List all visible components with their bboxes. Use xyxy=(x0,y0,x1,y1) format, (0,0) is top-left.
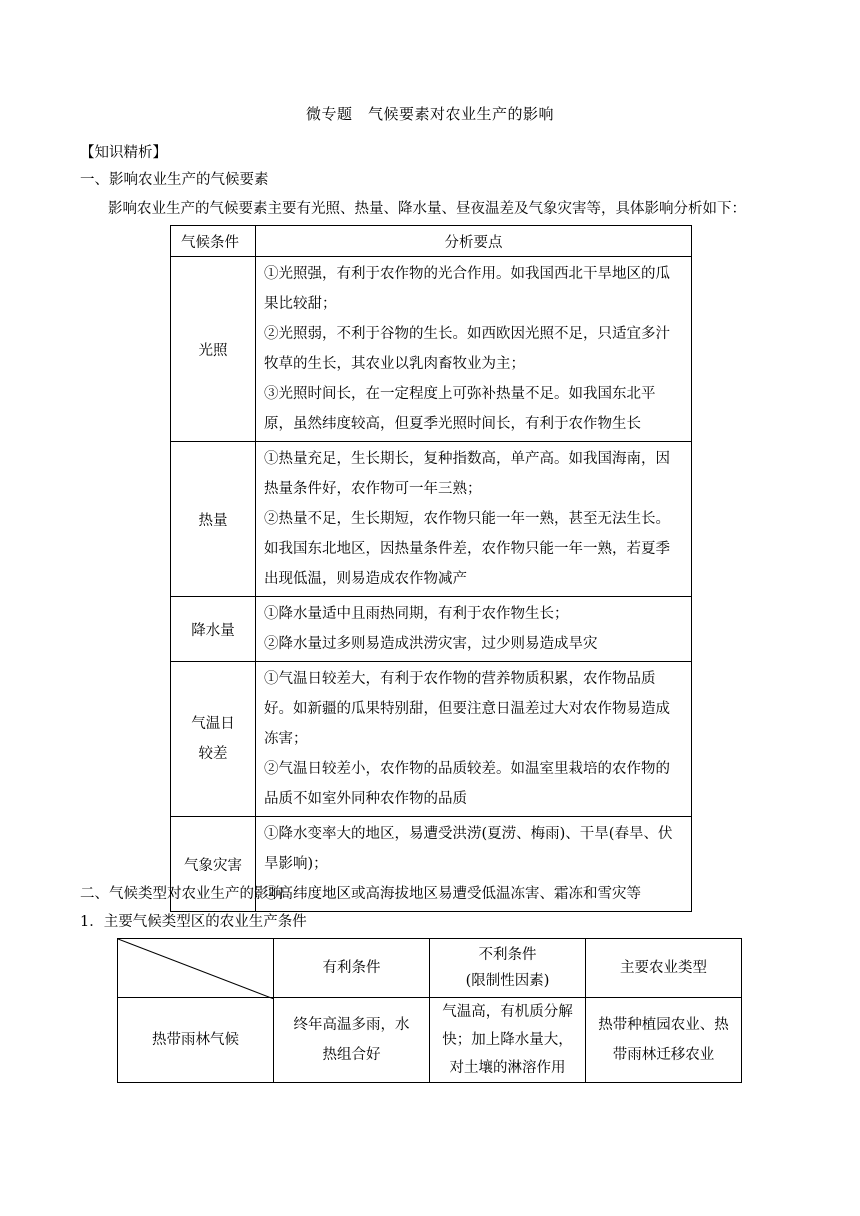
page-title: 微专题 气候要素对农业生产的影响 xyxy=(305,105,554,123)
header-agri-type: 主要农业类型 xyxy=(586,939,742,998)
point-text: ①气温日较差大，有利于农作物的营养物质积累，农作物品质好。如新疆的瓜果特别甜，但要注意日温差过大对农作物易造成冻害； xyxy=(264,671,670,747)
points-cell xyxy=(256,597,692,662)
table-row xyxy=(171,442,692,597)
point-text: ②降水量过多则易造成洪涝灾害，过少则易造成旱灾 xyxy=(264,636,598,652)
point-text: ②光照弱，不利于谷物的生长。如西欧因光照不足，只适宜多汁牧草的生长，其农业以乳肉畜牧业为主； xyxy=(264,326,670,372)
table-row xyxy=(171,662,692,817)
condition-cell: 气温日较差 xyxy=(171,662,256,817)
header-unfavorable-line1: 不利条件 xyxy=(478,947,537,963)
point-text: ②高纬度地区或高海拔地区易遭受低温冻害、霜冻和雪灾等 xyxy=(264,886,641,902)
point-text: ①降水变率大的地区，易遭受洪涝(夏涝、梅雨)、干旱(春旱、伏旱影响)； xyxy=(264,826,673,872)
point-text: ①热量充足，生长期长，复种指数高，单产高。如我国海南，因热量条件好，农作物可一年三熟； xyxy=(264,451,670,497)
point-text: ①降水量适中且雨热同期，有利于农作物生长； xyxy=(264,606,569,622)
table-row xyxy=(171,597,692,662)
section-label: 【知识精析】 xyxy=(80,145,167,161)
condition-cell: 气象灾害 xyxy=(171,817,256,912)
climate-cell: 热带雨林气候 xyxy=(118,998,274,1083)
point-text: ②热量不足，生长期短，农作物只能一年一熟，甚至无法生长。如我国东北地区，因热量条件差，农作物只能一年一熟，若夏季出现低温，则易造成农作物减产 xyxy=(264,511,670,587)
condition-cell: 光照 xyxy=(171,257,256,442)
climate-type-table xyxy=(117,938,742,1083)
heading-climate-types: 二、气候类型对农业生产的影响 xyxy=(80,886,283,902)
condition-cell: 降水量 xyxy=(171,597,256,662)
condition-cell: 热量 xyxy=(171,442,256,597)
climate-factor-table xyxy=(170,225,692,912)
points-cell xyxy=(256,817,692,912)
diagonal-header-cell xyxy=(118,939,274,998)
heading-production-conditions: 1．主要气候类型区的农业生产条件 xyxy=(80,914,307,930)
header-unfavorable-line2: (限制性因素) xyxy=(465,973,550,989)
header-condition: 气候条件 xyxy=(171,226,256,257)
point-text: ③光照时间长，在一定程度上可弥补热量不足。如我国东北平原，虽然纬度较高，但夏季光照时间长，有利于农作物生长 xyxy=(264,386,656,432)
header-favorable: 有利条件 xyxy=(274,939,430,998)
point-text: ①光照强，有利于农作物的光合作用。如我国西北干旱地区的瓜果比较甜； xyxy=(264,266,670,312)
unfavorable-cell: 气温高，有机质分解快；加上降水量大，对土壤的淋溶作用 xyxy=(430,998,586,1083)
diagonal-line xyxy=(118,939,274,999)
table-header-row xyxy=(118,939,742,998)
table-row xyxy=(171,257,692,442)
heading-climate-factors: 一、影响农业生产的气候要素 xyxy=(80,172,269,188)
points-cell xyxy=(256,662,692,817)
favorable-cell: 终年高温多雨，水热组合好 xyxy=(274,998,430,1083)
header-unfavorable xyxy=(430,939,586,998)
point-text: ②气温日较差小，农作物的品质较差。如温室里栽培的农作物的品质不如室外同种农作物的品质 xyxy=(264,761,670,807)
points-cell xyxy=(256,442,692,597)
agri-type-cell: 热带种植园农业、热带雨林迁移农业 xyxy=(586,998,742,1083)
header-analysis: 分析要点 xyxy=(256,226,692,257)
table-row xyxy=(118,998,742,1083)
points-cell xyxy=(256,257,692,442)
intro-paragraph: 影响农业生产的气候要素主要有光照、热量、降水量、昼夜温差及气象灾害等，具体影响分析如下： xyxy=(108,201,746,217)
table-header-row xyxy=(171,226,692,257)
